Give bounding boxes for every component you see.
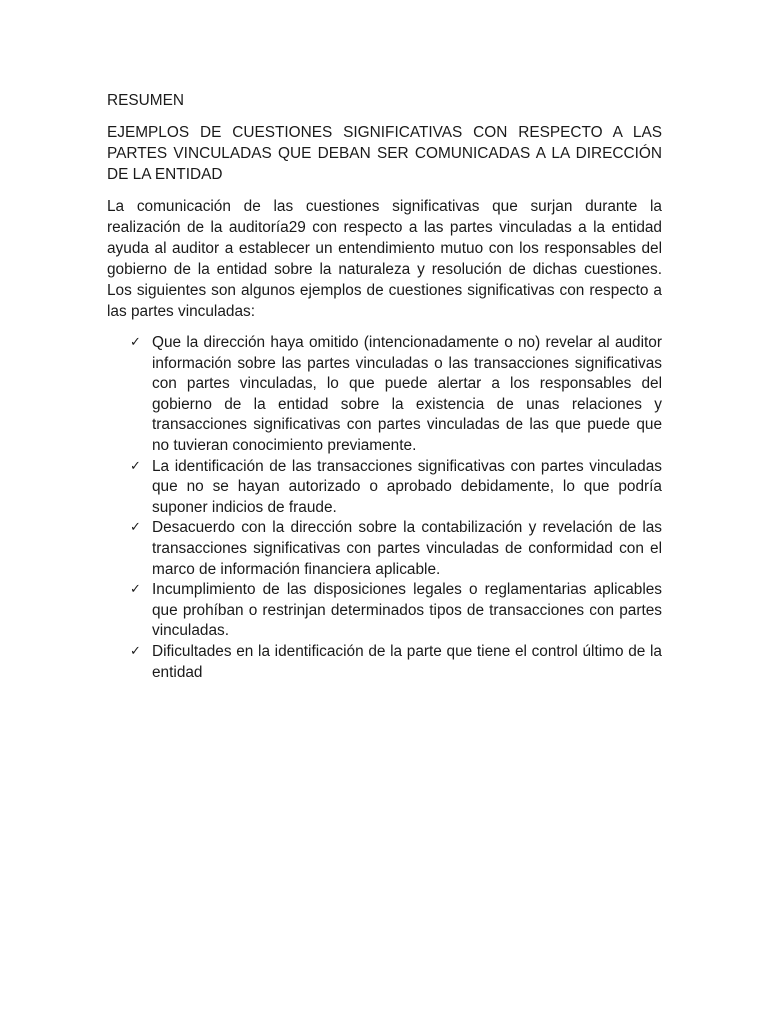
summary-heading: RESUMEN: [107, 92, 184, 109]
list-item-text: Que la dirección haya omitido (intencionadamente o no) revelar al auditor información sobre las partes vinculadas o las transacciones significativas con partes vinculadas, lo que puede alertar a los responsables del gobierno de la entidad sobre la existencia de unas relaciones y transacciones significativas con partes vinculadas de las que puede que no tuvieran conocimiento previamente.: [152, 334, 662, 454]
checkmark-icon: ✓: [130, 582, 141, 598]
checkmark-icon: ✓: [130, 335, 141, 350]
list-item-text: Incumplimiento de las disposiciones legales o reglamentarias aplicables que prohíban o restrinjan determinados tipos de transacciones con partes vinculadas.: [152, 581, 662, 640]
list-item: [130, 580, 662, 642]
list-item-text: Dificultades en la identificación de la parte que tiene el control último de la entidad: [152, 642, 662, 681]
list-item: [130, 518, 662, 580]
checkmark-icon: ✓: [130, 643, 141, 659]
list-item: [130, 333, 662, 457]
section-title: EJEMPLOS DE CUESTIONES SIGNIFICATIVAS CON RESPECTO A LAS PARTES VINCULADAS QUE DEBAN SER COMUNICADAS A LA DIRECCIÓN DE LA ENTIDAD: [107, 124, 662, 183]
list-item: [130, 642, 662, 683]
list-item: [130, 457, 662, 519]
document-page: [107, 90, 662, 683]
checkmark-icon: ✓: [130, 458, 141, 474]
examples-list: [107, 333, 662, 683]
checkmark-icon: ✓: [130, 520, 141, 536]
intro-paragraph: La comunicación de las cuestiones significativas que surjan durante la realización de la auditoría29 con respecto a las partes vinculadas a la entidad ayuda al auditor a establecer un entendimiento mutuo con los responsables del gobierno de la entidad sobre la naturaleza y resolución de dichas cuestiones. Los siguientes son algunos ejemplos de cuestiones significativas con respecto a las partes vinculadas:: [107, 198, 662, 320]
list-item-text: Desacuerdo con la dirección sobre la contabilización y revelación de las transacciones significativas con partes vinculadas de conformidad con el marco de información financiera aplicable.: [152, 519, 662, 578]
list-item-text: La identificación de las transacciones significativas con partes vinculadas que no se hayan autorizado o aprobado debidamente, lo que podría suponer indicios de fraude.: [152, 457, 662, 516]
